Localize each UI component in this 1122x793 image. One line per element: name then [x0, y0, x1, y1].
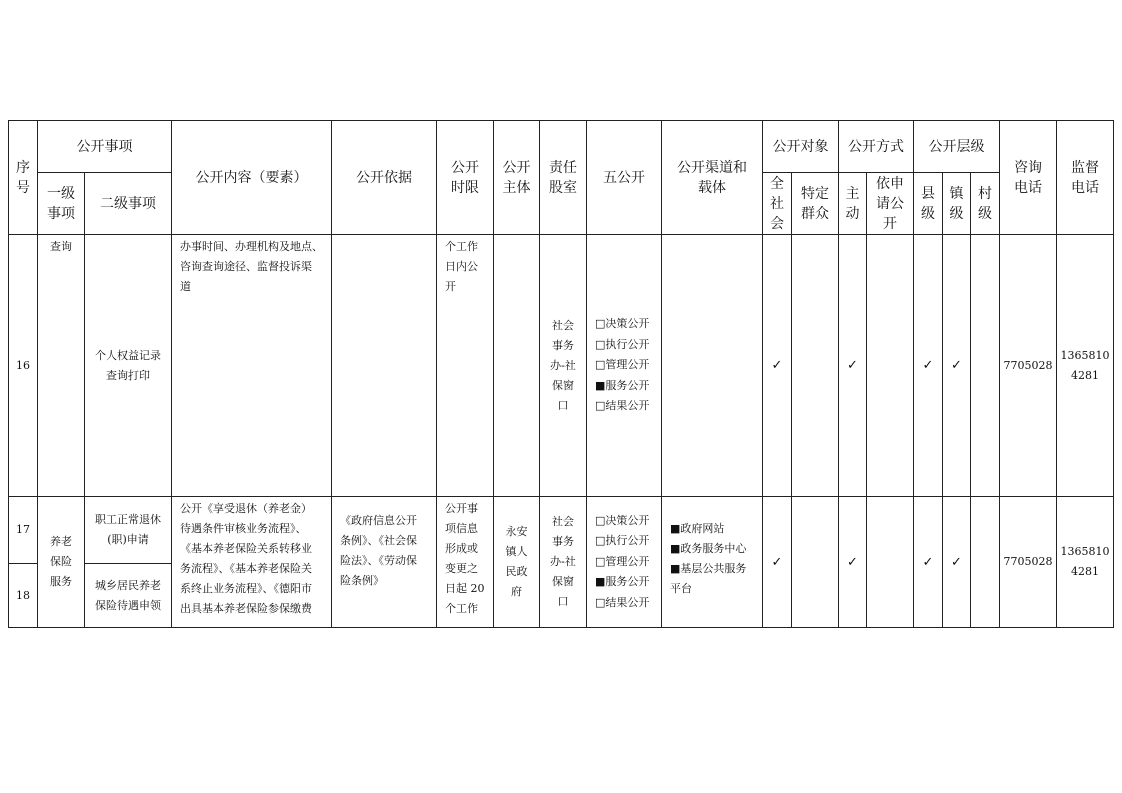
row16-dept: 社会 事务 办-社 保窗 口 [540, 235, 587, 497]
five-open-management: □管理公开 [595, 554, 650, 568]
header-level1: 一级 事项 [38, 173, 85, 235]
five-open-execution: □执行公开 [595, 534, 650, 548]
row16-target-specific [792, 235, 839, 497]
header-method-apply: 依申 请公 开 [867, 173, 914, 235]
row16-five-open [587, 235, 662, 497]
row16-supervise-phone: 1365810 4281 [1057, 235, 1114, 497]
table-row-16 [9, 235, 1114, 497]
row16-subject [494, 235, 540, 497]
header-method: 公开方式 [839, 121, 914, 173]
header-seq: 序 号 [9, 121, 38, 235]
header-level-town: 镇 级 [943, 173, 971, 235]
row16-level1: 查询 [38, 235, 85, 497]
row16-consult-phone: 7705028 [1000, 235, 1057, 497]
row17-method-active-check: ✓ [839, 497, 867, 628]
row16-time-limit: 个工作 日内公 开 [437, 235, 494, 497]
header-target-specific: 特定 群众 [792, 173, 839, 235]
header-basis: 公开依据 [332, 121, 437, 235]
row16-level-village [971, 235, 1000, 497]
header-consult-phone: 咨询 电话 [1000, 121, 1057, 235]
header-subject: 公开 主体 [494, 121, 540, 235]
row17-seq: 17 [9, 497, 38, 564]
table-row-17 [9, 497, 1114, 564]
five-open-execution: □执行公开 [595, 337, 650, 351]
header-dept: 责任 股室 [540, 121, 587, 235]
row16-level-town-check: ✓ [943, 235, 971, 497]
row16-level-county-check: ✓ [914, 235, 943, 497]
five-open-service: ■服务公开 [595, 575, 650, 589]
row17-basis: 《政府信息公开 条例》、《社会保 险法》、《劳动保 险条例》 [332, 497, 437, 628]
row16-level2: 个人权益记录 查询打印 [85, 235, 172, 497]
row16-basis [332, 235, 437, 497]
row17-method-apply [867, 497, 914, 628]
five-open-management: □管理公开 [595, 358, 650, 372]
header-level-village: 村 级 [971, 173, 1000, 235]
header-time-limit: 公开 时限 [437, 121, 494, 235]
five-open-service: ■服务公开 [595, 378, 650, 392]
row17-level1: 养老 保险 服务 [38, 497, 85, 628]
row17-target-specific [792, 497, 839, 628]
row17-channel: ■政府网站 ■政务服务中心 ■基层公共服务 平台 [662, 497, 763, 628]
row18-seq: 18 [9, 564, 38, 628]
header-channel: 公开渠道和 载体 [662, 121, 763, 235]
row17-time-limit: 公开事 项信息 形成或 变更之 日起 20 个工作 [437, 497, 494, 628]
disclosure-table [8, 120, 1114, 628]
row17-supervise-phone: 1365810 4281 [1057, 497, 1114, 628]
header-five-open: 五公开 [587, 121, 662, 235]
header-disclosure-items: 公开事项 [38, 121, 172, 173]
row17-level-village [971, 497, 1000, 628]
header-level2: 二级事项 [85, 173, 172, 235]
five-open-result: □结果公开 [595, 595, 650, 609]
row17-level-county-check: ✓ [914, 497, 943, 628]
header-target: 公开对象 [763, 121, 839, 173]
header-level: 公开层级 [914, 121, 1000, 173]
row16-method-apply [867, 235, 914, 497]
row17-target-all-check: ✓ [763, 497, 792, 628]
header-method-active: 主 动 [839, 173, 867, 235]
five-open-decision: □决策公开 [595, 513, 650, 527]
five-open-decision: □决策公开 [595, 317, 650, 331]
row17-consult-phone: 7705028 [1000, 497, 1057, 628]
row17-content: 公开《享受退休（养老金） 待遇条件审核业务流程》、 《基本养老保险关系转移业 务流程》、《基本养老保险关 系终止业务流程》、《德阳市 出具基本养老保险参保缴费 [172, 497, 332, 628]
row17-level2: 职工正常退休 (职)申请 [85, 497, 172, 564]
row17-subject: 永安 镇人 民政 府 [494, 497, 540, 628]
row16-method-active-check: ✓ [839, 235, 867, 497]
header-target-all: 全 社 会 [763, 173, 792, 235]
row17-five-open [587, 497, 662, 628]
header-supervise-phone: 监督 电话 [1057, 121, 1114, 235]
row17-level-town-check: ✓ [943, 497, 971, 628]
header-content: 公开内容（要素） [172, 121, 332, 235]
row17-dept: 社会 事务 办-社 保窗 口 [540, 497, 587, 628]
row16-seq: 16 [9, 235, 38, 497]
five-open-result: □结果公开 [595, 399, 650, 413]
row16-content: 办事时间、办理机构及地点、 咨询查询途径、监督投诉渠 道 [172, 235, 332, 497]
row16-target-all-check: ✓ [763, 235, 792, 497]
header-level-county: 县 级 [914, 173, 943, 235]
row18-level2: 城乡居民养老 保险待遇申领 [85, 564, 172, 628]
row16-channel [662, 235, 763, 497]
